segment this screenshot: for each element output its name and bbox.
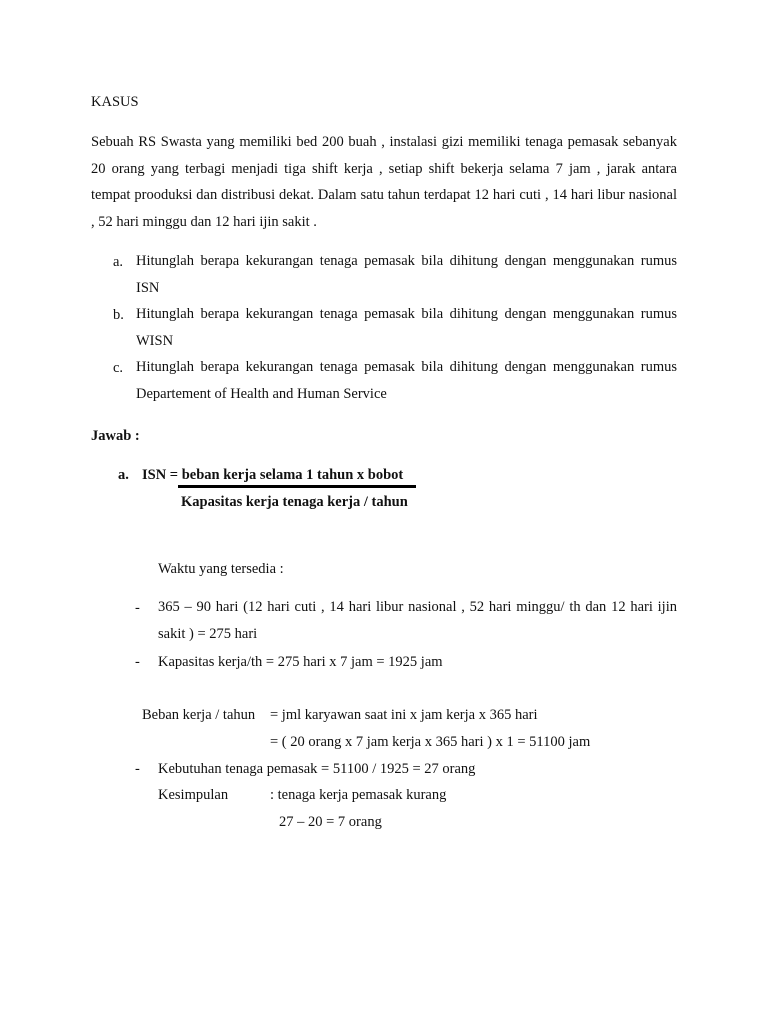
- formula-denominator: Kapasitas kerja tenaga kerja / tahun: [181, 494, 408, 510]
- kebutuhan-tenaga: Kebutuhan tenaga pemasak = 51100 / 1925 = 27 orang: [158, 761, 476, 777]
- waktu-label: Waktu yang tersedia :: [158, 561, 284, 577]
- kesimpulan-calculation: 27 – 20 = 7 orang: [279, 814, 382, 830]
- formula-marker: a.: [118, 467, 129, 483]
- fraction-line: [178, 485, 416, 488]
- bullet-dash-3: -: [135, 761, 140, 777]
- question-c: Hitunglah berapa kekurangan tenaga pemasak bila dihitung dengan menggunakan rumus Departement of Health and Human Service: [136, 359, 677, 402]
- kasus-title: KASUS: [91, 94, 139, 110]
- question-marker-b: b.: [113, 307, 124, 323]
- kapasitas-kerja: Kapasitas kerja/th = 275 hari x 7 jam = 1925 jam: [158, 654, 443, 670]
- beban-label: Beban kerja / tahun: [142, 707, 256, 723]
- kasus-paragraph: Sebuah RS Swasta yang memiliki bed 200 buah , instalasi gizi memiliki tenaga pemasak sebanyak 20 orang yang terbagi menjadi tiga shift kerja , setiap shift bekerja selama 7 jam , jarak antara tempat prooduksi dan distribusi dekat. Dalam satu tahun terdapat 12 hari cuti , 14 hari libur nasional , 52 hari minggu dan 12 hari ijin sakit .: [91, 134, 677, 230]
- question-b: Hitunglah berapa kekurangan tenaga pemasak bila dihitung dengan menggunakan rumus WISN: [136, 306, 677, 349]
- question-marker-a: a.: [113, 254, 124, 270]
- kesimpulan-value: : tenaga kerja pemasak kurang: [270, 787, 447, 803]
- question-marker-c: c.: [113, 360, 124, 376]
- bullet-dash-1: -: [135, 600, 140, 616]
- bullet-dash-2: -: [135, 654, 140, 670]
- beban-line-1: = jml karyawan saat ini x jam kerja x 365 hari: [270, 707, 538, 723]
- jawab-heading: Jawab :: [91, 428, 140, 444]
- waktu-calculation: 365 – 90 hari (12 hari cuti , 14 hari libur nasional , 52 hari minggu/ th dan 12 hari ijin sakit ) = 275 hari: [158, 599, 677, 642]
- beban-line-2: = ( 20 orang x 7 jam kerja x 365 hari ) x 1 = 51100 jam: [270, 734, 591, 750]
- formula-numerator: ISN = beban kerja selama 1 tahun x bobot: [142, 467, 404, 483]
- question-a: Hitunglah berapa kekurangan tenaga pemasak bila dihitung dengan menggunakan rumus ISN: [136, 253, 677, 296]
- kesimpulan-label: Kesimpulan: [158, 787, 229, 803]
